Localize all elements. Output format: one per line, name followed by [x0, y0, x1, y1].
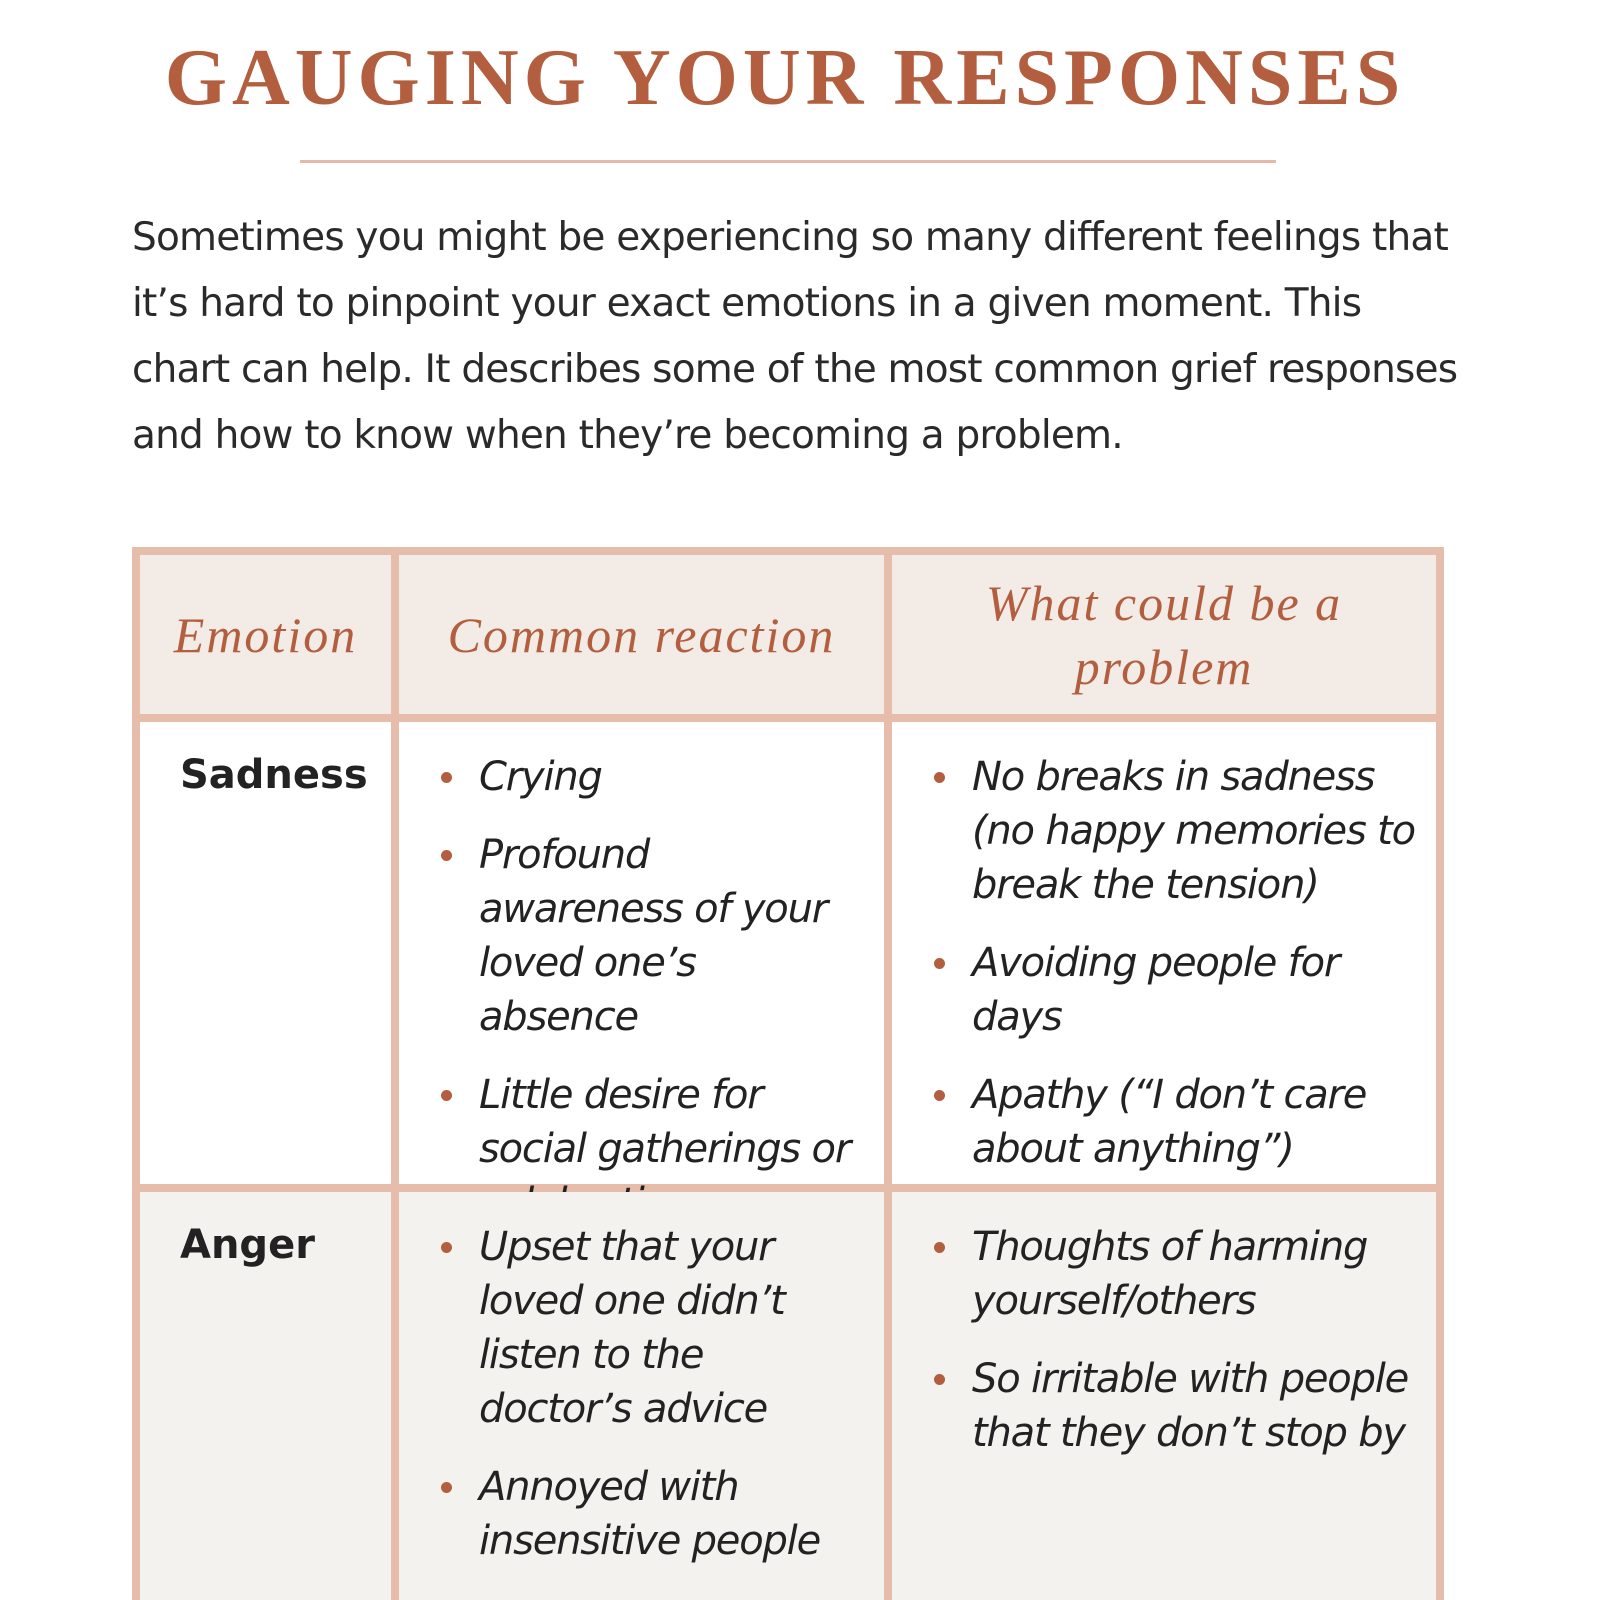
list-item: Crying	[479, 750, 864, 804]
common-reaction-cell	[399, 722, 884, 1184]
list-item: Annoyed with insensitive people	[479, 1460, 864, 1568]
page-title: GAUGING YOUR RESPONSES	[164, 34, 1406, 122]
problem-cell	[892, 722, 1436, 1184]
problem-cell	[892, 1192, 1436, 1600]
reaction-list	[399, 1192, 884, 1568]
list-item: Avoiding people for days	[972, 936, 1416, 1044]
intro-paragraph: Sometimes you might be experiencing so many different feelings that it’s hard to pinpoint your exact emotions in a given moment. This chart can help. It describes some of the most common grief responses and how to know when they’re becoming a problem.	[132, 215, 1458, 458]
title-divider	[300, 160, 1276, 163]
list-item: Thoughts of harming yourself/others	[972, 1220, 1416, 1328]
column-header-emotion: Emotion	[140, 555, 391, 714]
list-item: So irritable with people that they don’t stop by	[972, 1352, 1416, 1460]
list-item: Little desire for social gatherings or	[479, 1068, 864, 1230]
column-header-common-reaction: Common reaction	[399, 555, 884, 714]
responses-table	[132, 547, 1444, 1600]
list-item: Profound awareness of your loved one’s absence	[479, 828, 864, 1044]
column-header-problem: What could be a problem	[892, 555, 1436, 714]
common-reaction-cell	[399, 1192, 884, 1600]
list-item: Apathy (“I don’t care about anything”)	[972, 1068, 1416, 1176]
problem-list	[892, 722, 1436, 1176]
problem-list	[892, 1192, 1436, 1460]
list-item: No breaks in sadness (no happy memories to break the tension)	[972, 750, 1416, 912]
table-row-emotion: Sadness	[140, 722, 391, 1184]
list-item: Upset that your loved one didn’t listen to the doctor’s advice	[479, 1220, 864, 1436]
reaction-list	[399, 722, 884, 1230]
table-row-emotion: Anger	[140, 1192, 391, 1600]
